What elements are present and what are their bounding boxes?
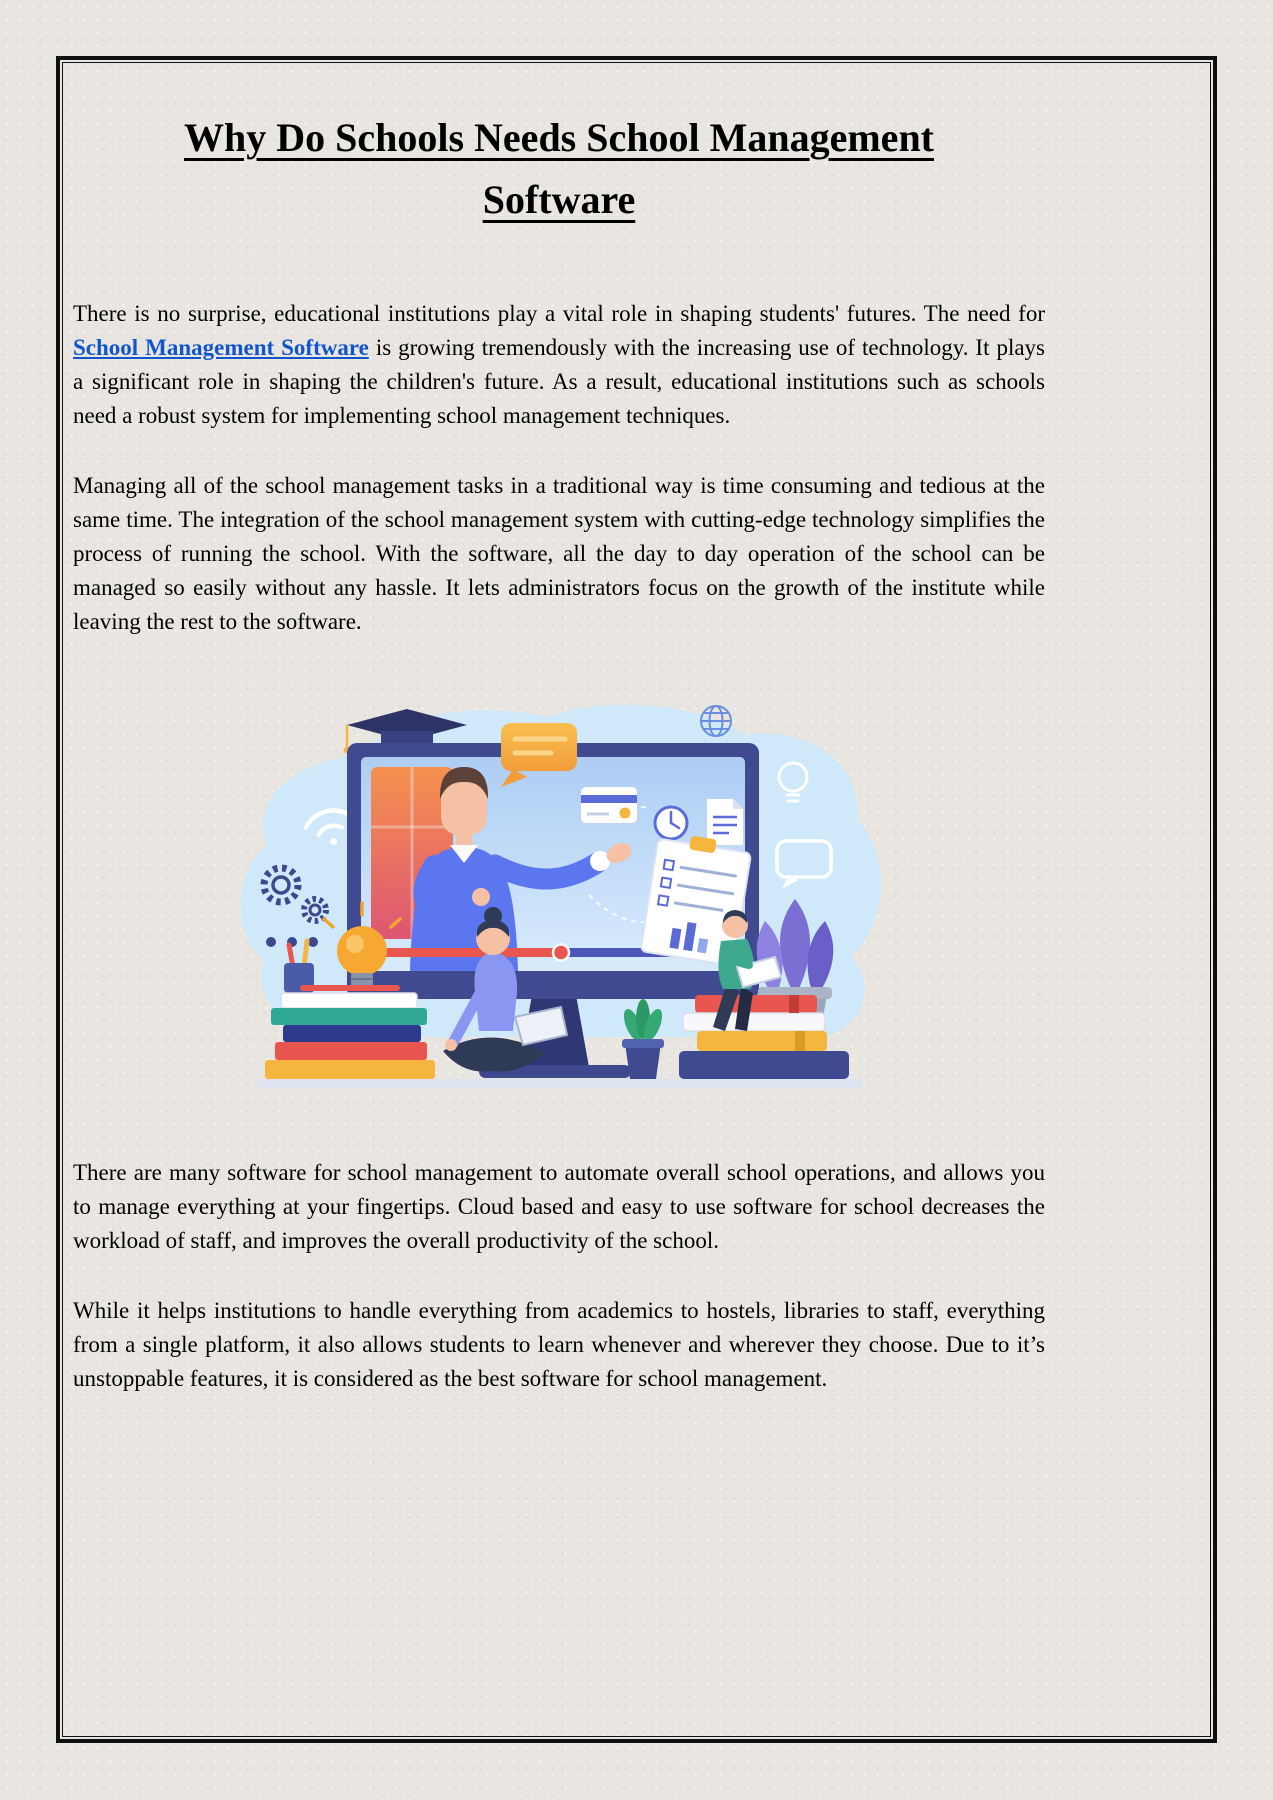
paragraph-managing: Managing all of the school management tasks in a traditional way is time consuming and tedious at the same time. The integration of the school management system with cutting-edge technology simplifies the process of running the school. With the software, all the day to day operation of the school can be managed so easily without any hassle. It lets administrators focus on the growth of the institute while leaving the rest to the software.	[73, 473, 1045, 634]
title-line-2: Software	[482, 177, 636, 222]
paragraph-intro-after: is growing tremendously with the increasing use of technology. It plays a significant role in shaping the children's future. As a result, educational institutions such as schools need a robust system for implementing school management techniques.	[73, 335, 1045, 428]
paragraph-features: While it helps institutions to handle everything from academics to hostels, libraries to staff, everything from a single platform, it also allows students to learn whenever and wherever they choose. Due to it’s unstoppable features, it is considered as the best software for school management.	[73, 1298, 1045, 1391]
dots-decoration	[266, 937, 318, 947]
page-border-inner	[62, 62, 1211, 1737]
title-line-1: Why Do Schools Needs School Management	[183, 115, 935, 160]
clock-icon	[655, 807, 687, 839]
page-title	[73, 107, 1045, 231]
document-icon	[707, 799, 743, 845]
credit-card-icon	[581, 787, 637, 823]
page-border-outer	[56, 56, 1217, 1743]
page-content	[73, 63, 1045, 1736]
illustration	[229, 695, 889, 1116]
school-management-software-link[interactable]: School Management Software	[73, 335, 369, 360]
floor-line	[257, 1079, 863, 1088]
paragraph-software: There are many software for school management to automate overall school operations, and allows you to manage everything at your fingertips. Cloud based and easy to use software for school decreases the workload of staff, and improves the overall productivity of the school.	[73, 1160, 1045, 1253]
paragraph-intro	[73, 297, 1045, 433]
left-book-stack	[265, 988, 435, 1079]
illustration-svg	[229, 695, 889, 1111]
paragraph-intro-before: There is no surprise, educational institutions play a vital role in shaping students' futures. The need for	[73, 301, 1045, 326]
